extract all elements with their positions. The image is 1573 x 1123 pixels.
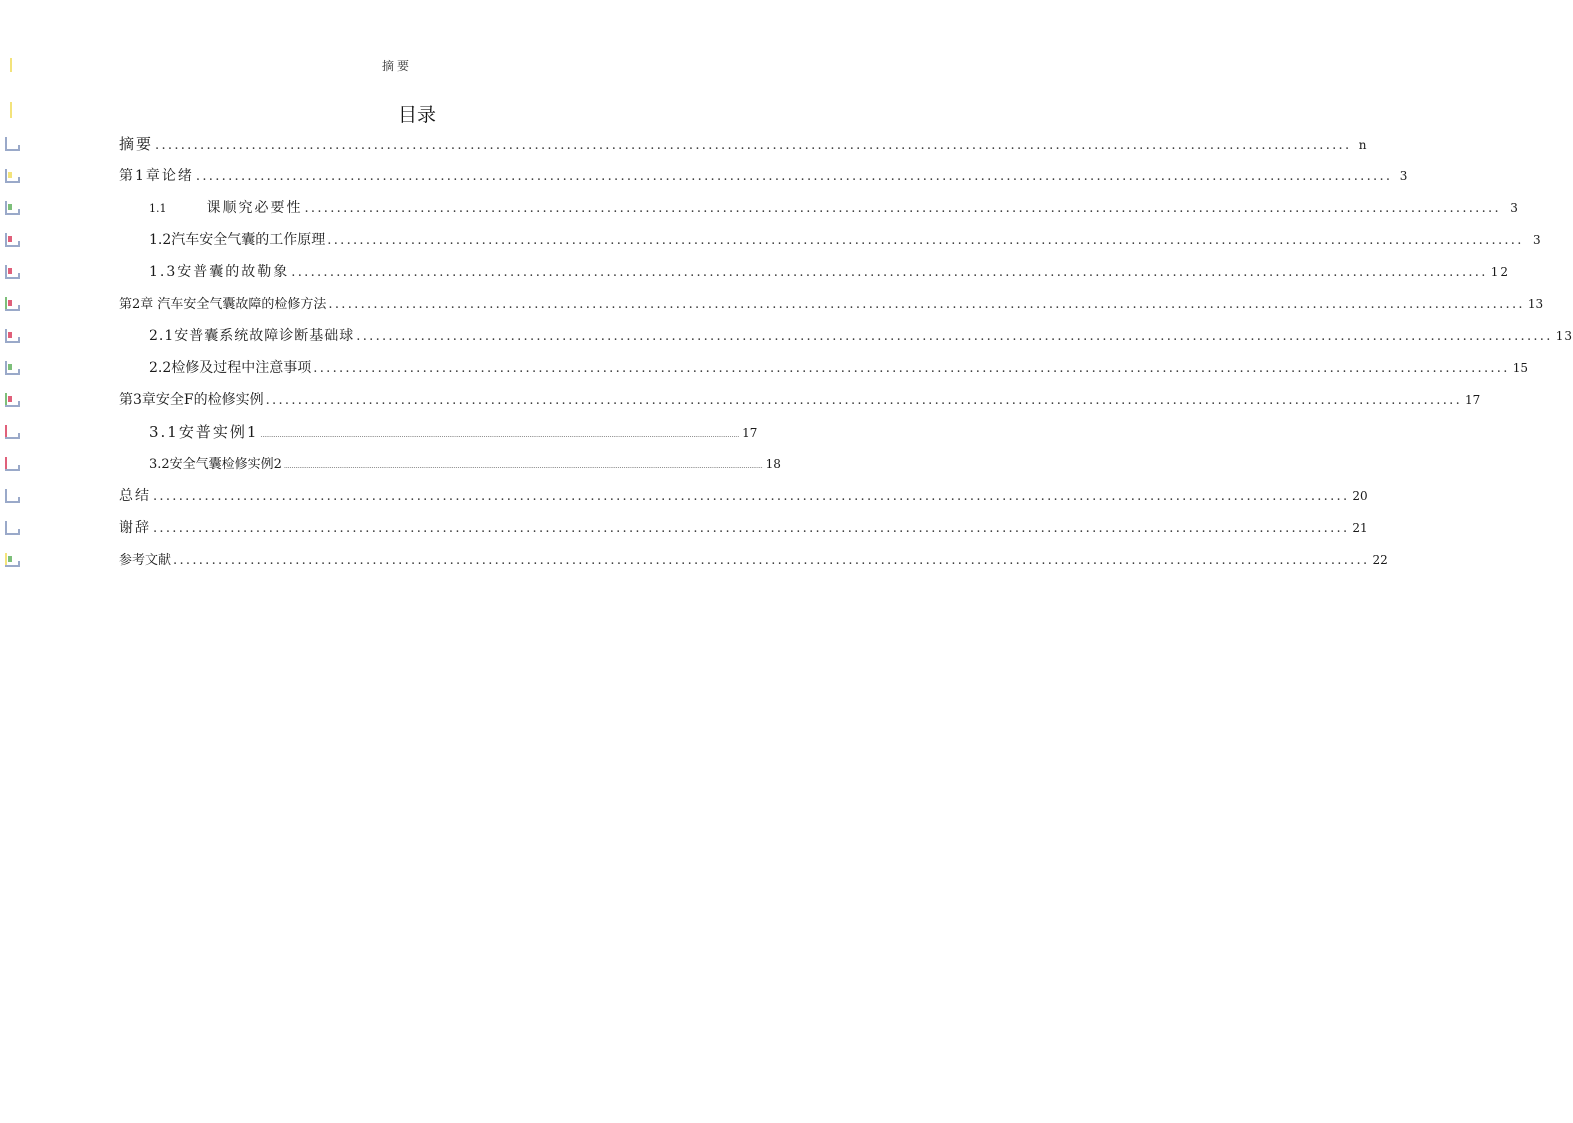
toc-page-number: 21 <box>1352 521 1368 535</box>
bookmark-icon <box>5 361 20 375</box>
toc-entry-label: 1.2汽车安全气囊的工作原理 <box>149 232 326 248</box>
toc-entry-label: 3.2安全气囊检修实例2 <box>149 457 282 472</box>
toc-page-number: 18 <box>765 457 781 471</box>
toc-page-number: 13 <box>1555 329 1573 343</box>
bookmark-icon <box>5 553 20 567</box>
bookmark-icon <box>5 137 20 151</box>
toc-entry[interactable] <box>0 291 1544 317</box>
bookmark-icon <box>5 169 20 183</box>
toc-entry[interactable] <box>0 163 1410 189</box>
toc-entry-label: 课顺究必要性 <box>206 200 303 216</box>
toc-entry-label: 3.1安普实例1 <box>149 423 259 441</box>
toc-entry-label: 第1章论绪 <box>119 168 194 184</box>
toc-page-number: 20 <box>1352 489 1368 503</box>
toc-page-number: 17 <box>1465 393 1481 407</box>
bookmark-icon <box>5 265 20 279</box>
toc-entry[interactable] <box>0 355 1528 381</box>
toc-leader: .......................................................................................................................................................................................... <box>155 138 1352 153</box>
toc-leader: .......................................................................................................................................................................................... <box>356 329 1553 344</box>
bookmark-icon <box>5 201 20 215</box>
toc-leader: ........................................................................................................................................................................................................................................................... <box>260 432 740 439</box>
toc-page-number: 12 <box>1490 265 1510 279</box>
bookmark-icon <box>5 329 20 343</box>
toc-leader: .......................................................................................................................................................................................... <box>328 297 1525 312</box>
bookmark-icon <box>5 297 20 311</box>
toc-leader: .......................................................................................................................................................................................... <box>195 169 1393 184</box>
toc-leader: .......................................................................................................................................................................................... <box>327 233 1524 248</box>
bookmark-icon <box>5 521 20 535</box>
toc-entry[interactable] <box>0 547 1388 573</box>
toc-entry[interactable] <box>0 483 1368 509</box>
toc-leader: ........................................................................................................................................................................................................................................................... <box>283 463 763 470</box>
toc-leader: .......................................................................................................................................................................................... <box>291 265 1488 280</box>
toc-entry-label: 2.1安普囊系统故障诊断基础球 <box>149 328 355 344</box>
bookmark-icon <box>5 425 20 439</box>
toc-entry-label: 参考文献 <box>119 553 172 568</box>
toc-entry-label: 第3章安全F的检修实例 <box>119 392 264 408</box>
toc-leader: .......................................................................................................................................................................................... <box>265 393 1463 408</box>
toc-entry[interactable] <box>0 259 1510 285</box>
toc-entry-label: 第2章 汽车安全气囊故障的检修方法 <box>119 297 327 312</box>
toc-leader: .......................................................................................................................................................................................... <box>153 521 1350 536</box>
toc-page-number: 22 <box>1372 553 1388 567</box>
toc-entry[interactable] <box>0 323 1573 349</box>
toc-entry[interactable] <box>0 451 794 477</box>
bookmark-icon <box>5 489 20 503</box>
toc-entry[interactable] <box>0 131 1369 157</box>
toc-title: 目录 <box>397 104 436 126</box>
toc-leader: .......................................................................................................................................................................................... <box>153 489 1350 504</box>
toc-entry-label: 2.2检修及过程中注意事项 <box>149 360 312 376</box>
running-header: 摘要 <box>381 59 412 73</box>
toc-entry[interactable] <box>0 195 1518 221</box>
toc-page-number: 3 <box>1510 201 1518 215</box>
toc-entry[interactable] <box>0 387 1481 413</box>
toc-page-number: n <box>1358 138 1369 152</box>
toc-entry-label: 谢辞 <box>119 520 151 536</box>
toc-leader: .......................................................................................................................................................................................... <box>173 553 1370 568</box>
toc-entry-label: 1.3安普囊的故勒象 <box>149 264 290 280</box>
toc-entry-number: 1.1 <box>149 202 167 215</box>
toc-page-number: 17 <box>742 426 758 440</box>
toc-page-number: 3 <box>1533 233 1541 247</box>
toc-leader: .......................................................................................................................................................................................... <box>304 201 1501 216</box>
toc-entry-label: 摘要 <box>119 135 154 153</box>
bookmark-icon <box>5 393 20 407</box>
toc-entry-label: 总结 <box>119 488 151 504</box>
toc-entry[interactable] <box>0 227 1541 253</box>
toc-page-number: 3 <box>1399 169 1410 183</box>
toc-entry[interactable] <box>0 419 794 445</box>
toc-page-number: 15 <box>1512 361 1528 375</box>
toc-leader: .......................................................................................................................................................................................... <box>313 361 1510 376</box>
toc-entry[interactable] <box>0 515 1368 541</box>
bookmark-icon <box>5 457 20 471</box>
toc-page-number: 13 <box>1527 297 1544 311</box>
bookmark-icon <box>5 233 20 247</box>
